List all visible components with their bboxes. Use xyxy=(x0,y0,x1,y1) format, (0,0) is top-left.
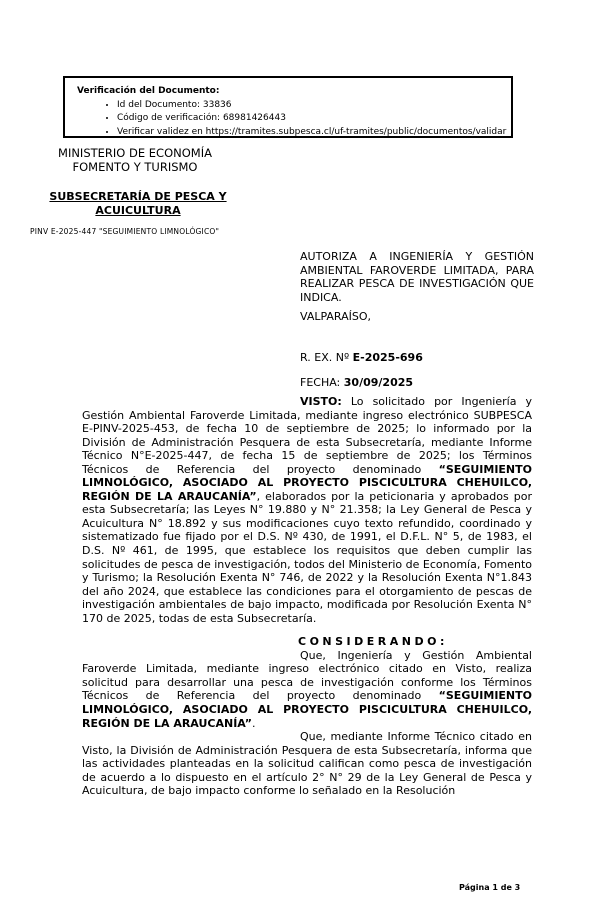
resolution-date-value: 30/09/2025 xyxy=(343,376,414,389)
resolution-date-line xyxy=(300,376,534,390)
city-line: VALPARAÍSO, xyxy=(300,310,372,323)
resolution-number-value: E-2025-696 xyxy=(352,350,423,364)
verification-list xyxy=(65,99,511,140)
document-reference: PINV E-2025-447 "SEGUIMIENTO LIMNOLÓGICO" xyxy=(30,227,220,236)
ministry-name xyxy=(15,146,255,174)
resolution-header-block xyxy=(300,250,534,390)
verification-item-code: • Código de verificación: 68981426443 xyxy=(117,112,511,126)
page-number: Página 1 de 3 xyxy=(459,883,521,892)
subsecretaria-line-2: ACUICULTURA xyxy=(95,204,181,217)
visto-paragraph: VISTO: Lo solicitado por Ingeniería y Gestión Ambiental Faroverde Limitada, mediante ingreso electrónico SUBPESCA E-PINV-2025-453, de fecha 10 de septiembre de 2025; lo informado por la División de Administración Pesquera de esta Subsecretaría, mediante Informe Técnico N°E-2025-447, de fecha 15 de septiembre de 2025; los Términos Técnicos de Referencia del proyecto denominado “SEGUIMIENTO LIMNOLÓGICO, ASOCIADO AL PROYECTO PISCICULTURA CHEHUILCO, REGIÓN DE LA ARAUCANÍA”, elaborados por la peticionaria y aprobados por esta Subsecretaría; las Leyes N° 19.880 y N° 21.358; la Ley General de Pesca y Acuicultura N° 18.892 y sus modificaciones cuyo texto refundido, coordinado y sistematizado fue fijado por el D.S. Nº 430, de 1991, el D.F.L. N° 5, de 1983, el D.S. Nº 461, de 1995, que establece los requisitos que deben cumplir las solicitudes de pesca de investigación, todos del Ministerio de Economía, Fomento y Turismo; la Resolución Exenta N° 746, de 2022 y la Resolución Exenta N°1.843 del año 2024, que establece las condiciones para el otorgamiento de pescas de investigación ambientales de bajo impacto, modificada por Resolución Exenta N° 170 de 2025, todas de esta Subsecretaría. xyxy=(82,395,532,625)
verification-box xyxy=(63,76,513,138)
ministry-line-2: FOMENTO Y TURISMO xyxy=(72,160,198,174)
resolution-body xyxy=(82,395,532,798)
resolution-number-label: R. EX. Nº xyxy=(300,350,353,364)
resolution-number-line xyxy=(300,351,534,365)
subsecretaria-line-1: SUBSECRETARÍA DE PESCA Y xyxy=(49,190,227,203)
considerando-paragraph-1: Que, Ingeniería y Gestión Ambiental Faroverde Limitada, mediante ingreso electrónico citado en Visto, realiza solicitud para desarrollar una pesca de investigación conforme los Términos Técnicos de Referencia del proyecto denominado “SEGUIMIENTO LIMNOLÓGICO, ASOCIADO AL PROYECTO PISCICULTURA CHEHUILCO, REGIÓN DE LA ARAUCANÍA”. xyxy=(82,648,532,730)
verification-item-doc-id: • Id del Documento: 33836 xyxy=(117,99,511,113)
considerando-heading: CONSIDERANDO: xyxy=(298,635,448,649)
subsecretaria-name xyxy=(18,190,258,218)
resolution-subject: AUTORIZA A INGENIERÍA Y GESTIÓN AMBIENTAL FAROVERDE LIMITADA, PARA REALIZAR PESCA DE INVESTIGACIÓN QUE INDICA. xyxy=(300,250,534,304)
ministry-line-1: MINISTERIO DE ECONOMÍA xyxy=(58,146,212,160)
resolution-date-label: FECHA: xyxy=(300,376,344,389)
considerando-paragraph-2: Que, mediante Informe Técnico citado en Visto, la División de Administración Pesquera de esta Subsecretaría, informa que las actividades planteadas en la solicitud califican como pesca de investigación de acuerdo a lo dispuesto en el artículo 2° N° 29 de la Ley General de Pesca y Acuicultura, de bajo impacto conforme lo señalado en la Resolución xyxy=(82,730,532,798)
verification-title: Verificación del Documento: xyxy=(77,86,220,96)
verification-item-url: • Verificar validez en https://tramites.subpesca.cl/uf-tramites/public/documentos/validar xyxy=(117,126,511,140)
